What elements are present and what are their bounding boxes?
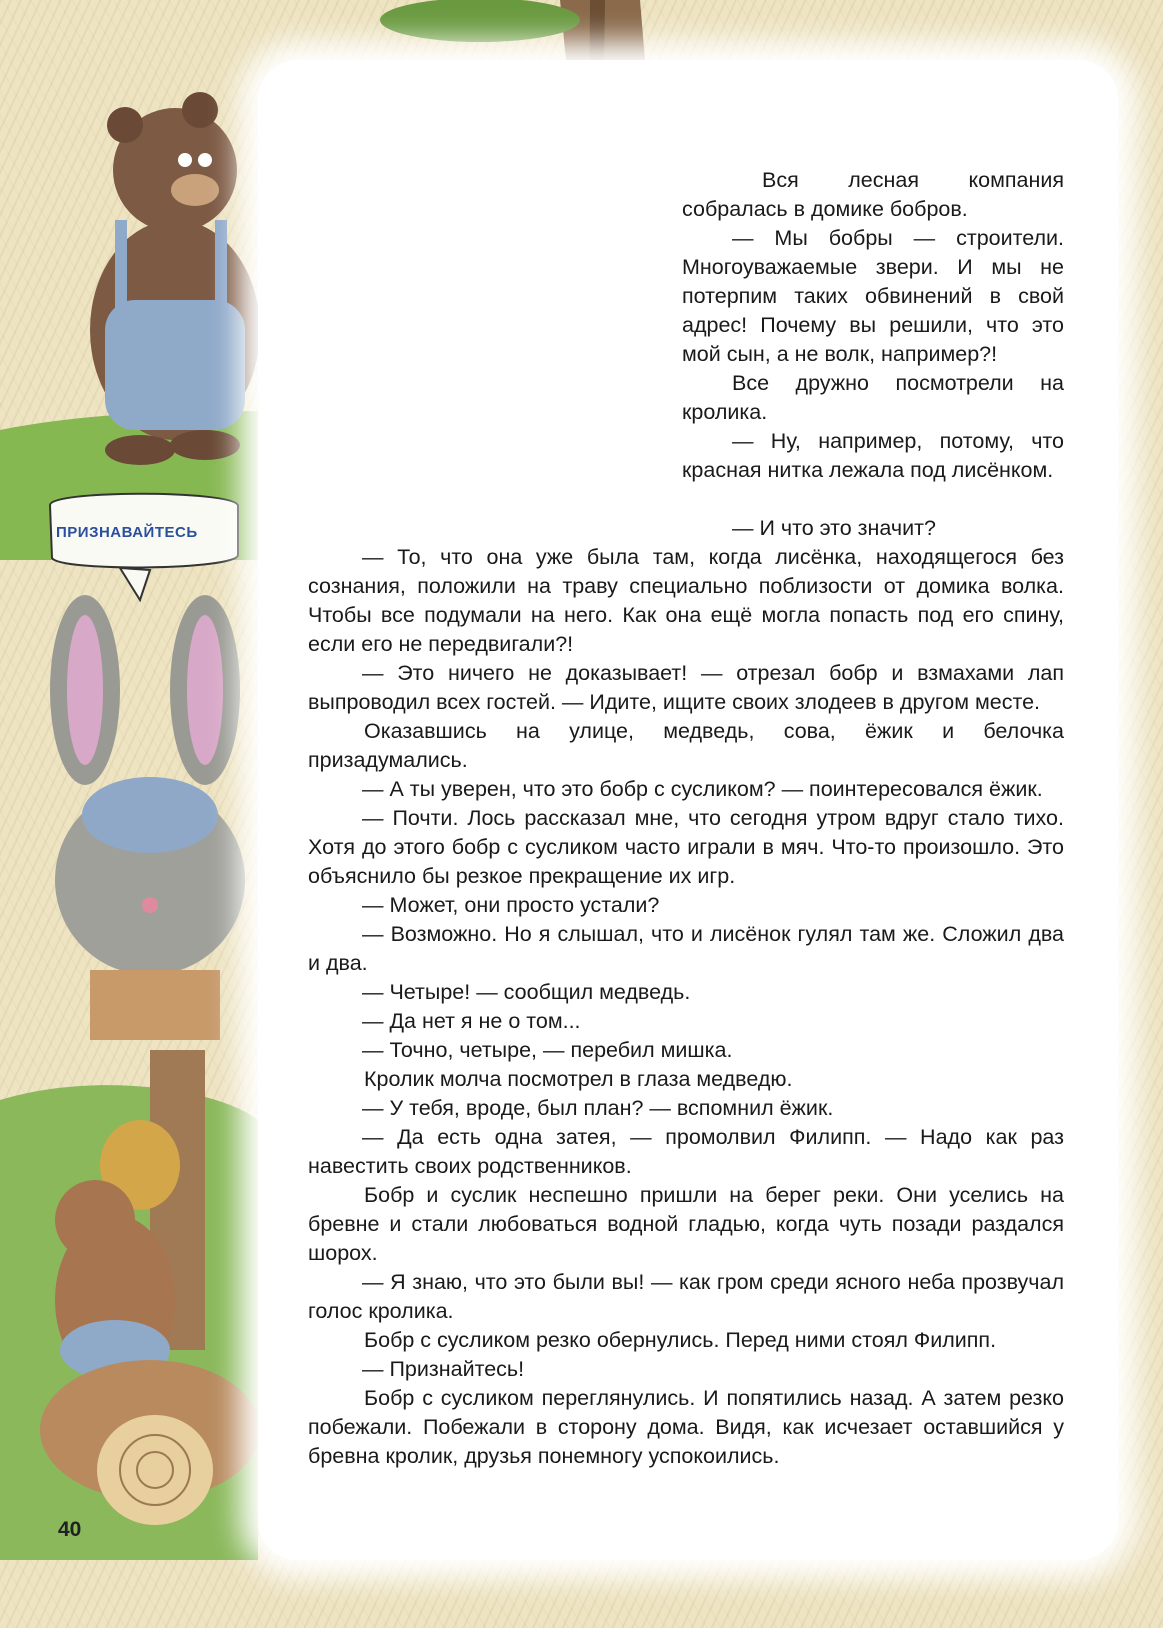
paragraph: Вся лесная компания собралась в домике бобров.: [682, 168, 1064, 221]
paragraph: — Признайтесь!: [362, 1357, 525, 1381]
paragraph: Бобр с сусликом резко обернулись. Перед ними стоял Филипп.: [364, 1328, 997, 1352]
paragraph: — Ну, например, потому, что красная нитка лежала под лисёнком.: [682, 429, 1064, 482]
paragraph: — И что это значит?: [732, 516, 936, 540]
page-number: 40: [58, 1518, 82, 1541]
paragraph: — Да есть одна затея, — промолвил Филипп. — Надо как раз навестить своих родственников.: [308, 1125, 1064, 1178]
paragraph: — Я знаю, что это были вы! — как гром среди ясного неба прозвучал голос кролика.: [308, 1270, 1064, 1323]
bear-illustration: [90, 92, 260, 465]
paragraph: — То, что она уже была там, когда лисёнка, находящегося без сознания, положили на траву специально поблизости от домика волка. Чтобы все подумали на него. Как она ещё могла попасть под его спину, если его не передвигали?!: [308, 545, 1064, 656]
paragraph: Бобр с сусликом переглянулись. И попятились назад. А затем резко побежали. Побежали в сторону дома. Видя, как исчезает оставшийся у бревна кролик, друзья понемногу успокоились.: [308, 1386, 1064, 1468]
paragraph: — Это ничего не доказывает! — отрезал бобр и взмахами лап выпроводил всех гостей. — Идите, ищите своих злодеев в другом месте.: [308, 661, 1064, 714]
paragraph: — Возможно. Но я слышал, что и лисёнок гулял там же. Сложил два и два.: [308, 922, 1064, 975]
paragraph: — Точно, четыре, — перебил мишка.: [362, 1038, 733, 1062]
paragraph: Оказавшись на улице, медведь, сова, ёжик и белочка призадумались.: [308, 719, 1064, 772]
paragraph: — А ты уверен, что это бобр с сусликом? — поинтересовался ёжик.: [362, 777, 1043, 801]
paragraph: — Может, они просто устали?: [362, 893, 660, 917]
speech-bubble-text: ПРИЗНАВАЙТЕСЬ: [56, 524, 198, 541]
paragraph: Кролик молча посмотрел в глаза медведю.: [364, 1067, 793, 1091]
paragraph: Все дружно посмотрели на кролика.: [682, 371, 1064, 424]
paragraph: — Да нет я не о том...: [362, 1009, 581, 1033]
speech-bubble: [50, 494, 238, 600]
beaver-gopher-illustration: [0, 1050, 260, 1560]
paragraph: — Мы бобры — строители. Многоуважаемые звери. И мы не потерпим таких обвинений в свой адрес! Почему вы решили, что это мой сын, а не волк, например?!: [682, 226, 1064, 366]
paragraph: Бобр и суслик неспешно пришли на берег реки. Они уселись на бревне и стали любоваться водной гладью, когда чуть позади раздался шорох.: [308, 1183, 1064, 1265]
paragraph: — У тебя, вроде, был план? — вспомнил ёжик.: [362, 1096, 834, 1120]
paragraph: — Почти. Лось рассказал мне, что сегодня утром вдруг стало тихо. Хотя до этого бобр с сусликом часто играли в мяч. Что-то произошло. Это объяснило бы резкое прекращение их игр.: [308, 806, 1064, 888]
rabbit-illustration: [50, 595, 245, 1040]
paragraph: — Четыре! — сообщил медведь.: [362, 980, 691, 1004]
